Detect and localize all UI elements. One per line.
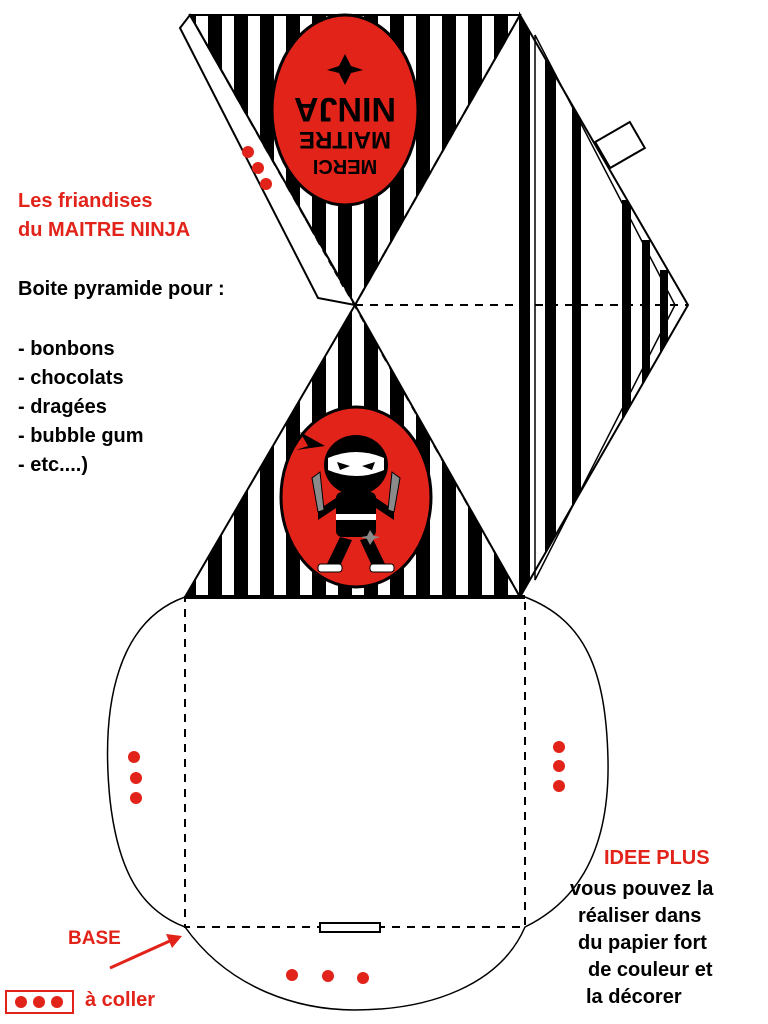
tip-line: vous pouvez la <box>570 878 714 900</box>
glue-dot <box>553 760 565 772</box>
title-line-1: Les friandises <box>18 190 153 212</box>
merci-label <box>272 15 418 205</box>
glue-dot <box>553 780 565 792</box>
ninja-label <box>281 407 431 587</box>
glue-dot <box>322 970 334 982</box>
glue-dot <box>260 178 272 190</box>
list-item: - chocolats <box>18 367 124 389</box>
tip-line: de couleur et <box>588 959 713 981</box>
glue-dot <box>252 162 264 174</box>
base-label: BASE <box>68 928 121 949</box>
intro-text: Boite pyramide pour : <box>18 278 225 300</box>
contents-list <box>18 335 144 480</box>
list-item: - bubble gum <box>18 425 144 447</box>
tip-title: IDEE PLUS <box>604 847 710 869</box>
list-item: - bonbons <box>18 338 115 360</box>
glue-dot <box>357 972 369 984</box>
glue-dot <box>553 741 565 753</box>
base-panel <box>108 597 609 1010</box>
legend-label: à coller <box>85 989 156 1011</box>
tip-line: réaliser dans <box>578 905 702 927</box>
title-line-2: du MAITRE NINJA <box>18 219 191 241</box>
merci-label-line2: MAITRE <box>299 126 391 153</box>
list-item: - dragées <box>18 396 107 418</box>
base-arrow-icon <box>110 934 182 968</box>
glue-dot <box>286 969 298 981</box>
glue-dot <box>242 146 254 158</box>
glue-dot <box>130 792 142 804</box>
list-item: - etc....) <box>18 454 89 476</box>
tip-line: la décorer <box>586 986 682 1008</box>
base-slot <box>320 923 380 932</box>
legend-swatch <box>6 991 73 1013</box>
merci-label-line1: MERCI <box>312 155 378 177</box>
tip-body <box>570 876 713 1011</box>
glue-dot <box>130 772 142 784</box>
tip-line: du papier fort <box>578 932 707 954</box>
glue-dot <box>128 751 140 763</box>
merci-label-line3: NINJA <box>293 90 397 128</box>
